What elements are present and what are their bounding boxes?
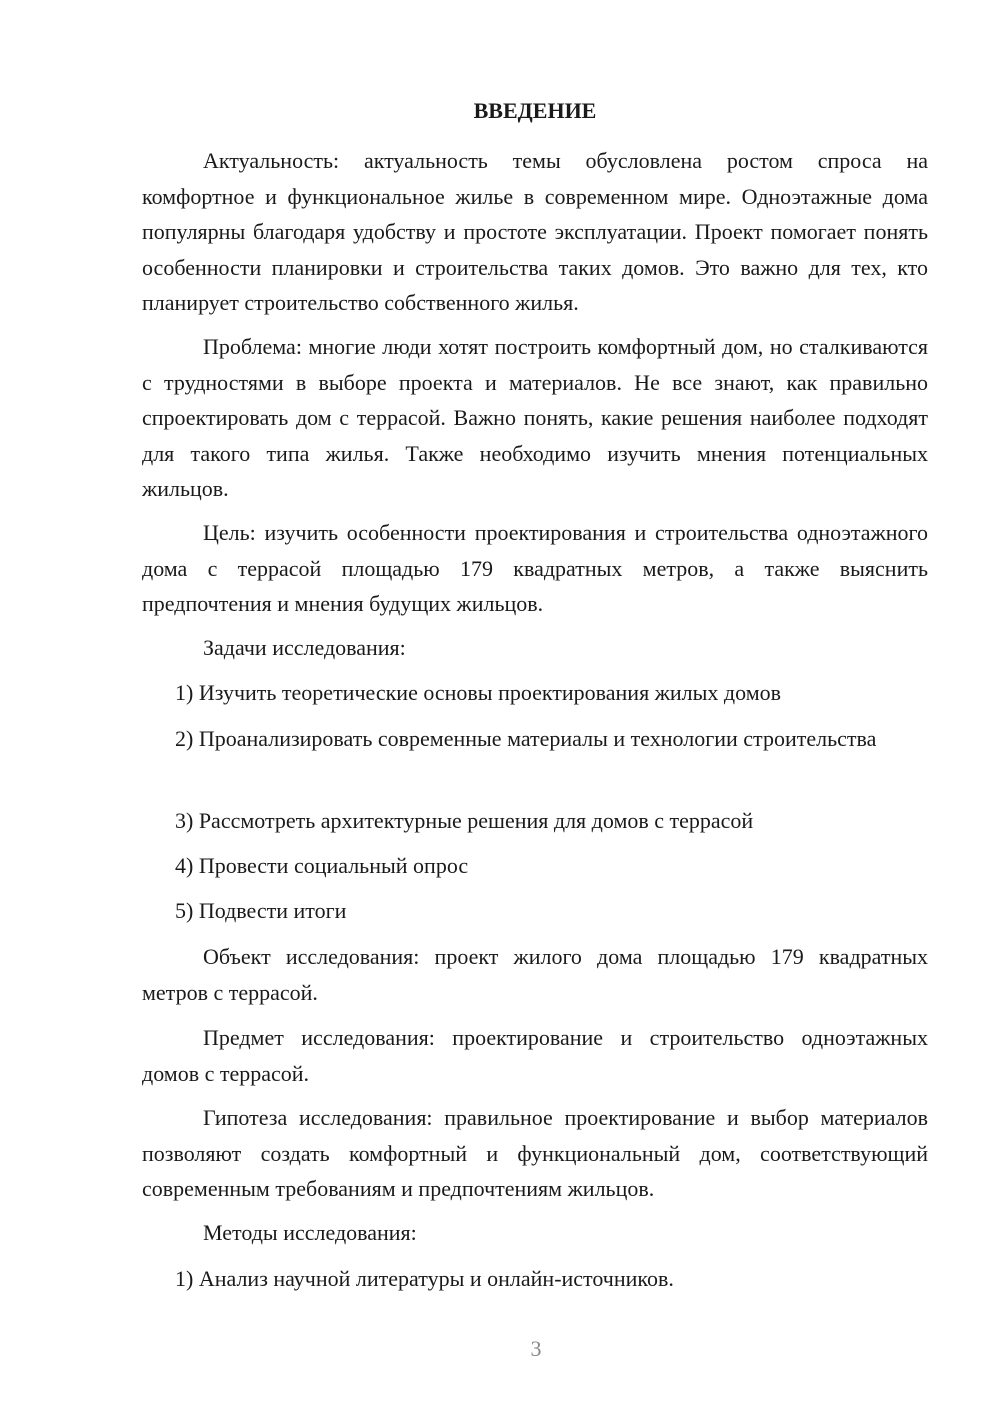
methods-heading: Методы исследования: (203, 1220, 417, 1245)
problem-paragraph: Проблема: многие люди хотят построить комфортный дом, но сталкиваются с трудностями в выборе проекта и материалов. Не все знают, как правильно спроектировать дом с террасой. Важно понять, какие решения наиболее подходят для такого типа жилья. Также необходимо изучить мнения потенциальных жильцов. (142, 334, 928, 501)
section-heading: ВВЕДЕНИЕ (473, 98, 597, 123)
goal-paragraph: Цель: изучить особенности проектирования и строительства одноэтажного дома с террасой площадью 179 квадратных метров, а также выяснить предпочтения и мнения будущих жильцов. (142, 520, 928, 616)
page-number: 3 (530, 1336, 542, 1361)
task-item: 1) Изучить теоретические основы проектирования жилых домов (175, 680, 782, 705)
relevance-paragraph: Актуальность: актуальность темы обусловлена ростом спроса на комфортное и функциональное жилье в современном мире. Одноэтажные дома популярны благодаря удобству и простоте эксплуатации. Проект помогает понять особенности планировки и строительства таких домов. Это важно для тех, кто планирует строительство собственного жилья. (142, 148, 928, 315)
task-item: 3) Рассмотреть архитектурные решения для домов с террасой (175, 808, 754, 833)
task-item: 2) Проанализировать современные материалы и технологии строительства (175, 726, 877, 751)
tasks-heading: Задачи исследования: (203, 635, 406, 660)
method-item: 1) Анализ научной литературы и онлайн-источников. (175, 1266, 674, 1291)
hypothesis-paragraph: Гипотеза исследования: правильное проектирование и выбор материалов позволяют создать комфортный и функциональный дом, соответствующий современным требованиям и предпочтениям жильцов. (142, 1105, 928, 1201)
task-item: 5) Подвести итоги (175, 898, 347, 923)
task-item: 4) Провести социальный опрос (175, 853, 469, 878)
object-paragraph: Объект исследования: проект жилого дома площадью 179 квадратных метров с террасой. (142, 944, 928, 1005)
subject-paragraph: Предмет исследования: проектирование и строительство одноэтажных домов с террасой. (142, 1025, 928, 1086)
